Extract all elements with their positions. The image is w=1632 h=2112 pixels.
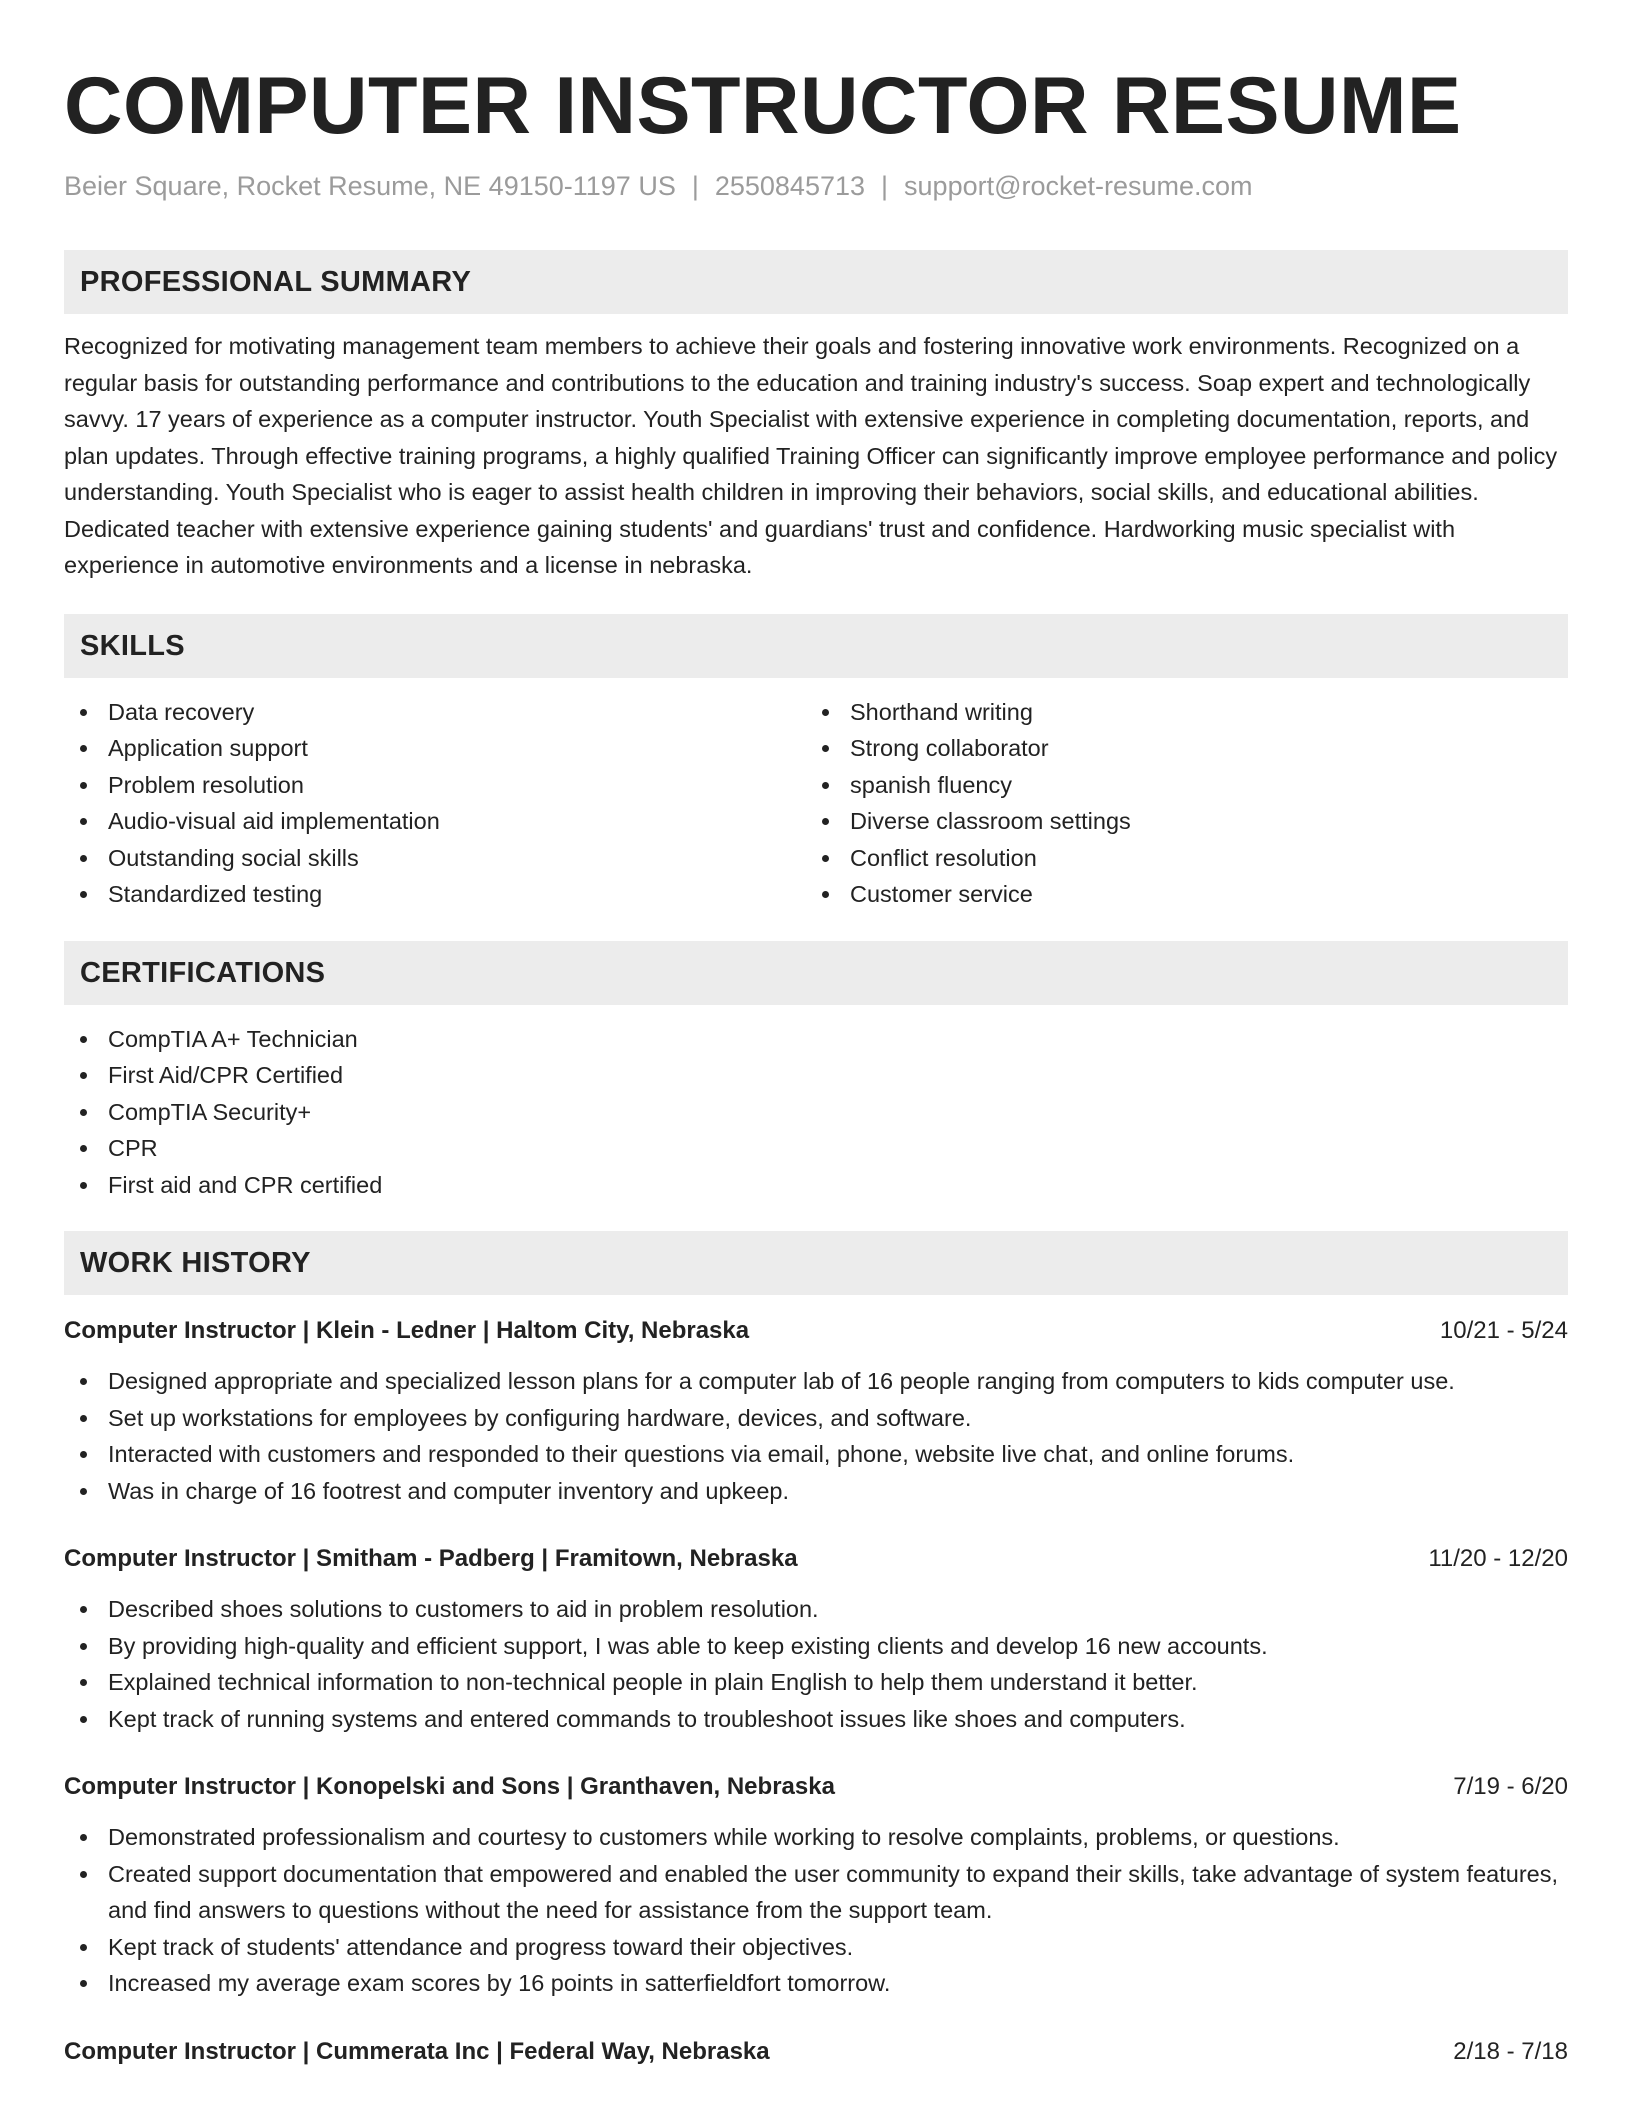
job-title: Computer Instructor | Smitham - Padberg | Framitown, Nebraska [64,1545,798,1572]
skill-item: Customer service [806,876,1548,913]
job-title: Computer Instructor | Konopelski and Sons | Granthaven, Nebraska [64,1773,835,1800]
job-bullet: Described shoes solutions to customers to aid in problem resolution. [64,1591,1568,1628]
skill-item: spanish fluency [806,767,1548,804]
certifications-heading: CERTIFICATIONS [64,941,1568,1005]
contact-line [64,166,1568,206]
work-history-heading: WORK HISTORY [64,1231,1568,1295]
job-header [64,2034,1568,2070]
job-entry [64,1541,1568,1737]
certification-item: First Aid/CPR Certified [64,1057,1568,1094]
job-dates: 7/19 - 6/20 [1453,1773,1568,1800]
job-title: Computer Instructor | Klein - Ledner | Haltom City, Nebraska [64,1317,750,1344]
skill-item: Diverse classroom settings [806,803,1548,840]
summary-heading: PROFESSIONAL SUMMARY [64,250,1568,314]
skills-right-column [806,694,1548,913]
job-bullet: Explained technical information to non-technical people in plain English to help them understand it better. [64,1664,1568,1701]
certifications-list [64,1021,1568,1204]
skill-item: Standardized testing [64,876,806,913]
job-bullets [64,1591,1568,1737]
job-bullet: Designed appropriate and specialized lesson plans for a computer lab of 16 people ranging from computers to kids computer use. [64,1363,1568,1400]
job-bullets [64,1819,1568,2002]
job-bullet: Demonstrated professionalism and courtesy to customers while working to resolve complaints, problems, or questions. [64,1819,1568,1856]
job-bullet: Increased my average exam scores by 16 points in satterfieldfort tomorrow. [64,1965,1568,2002]
job-bullet: Was in charge of 16 footrest and computer inventory and upkeep. [64,1473,1568,1510]
job-bullet: Set up workstations for employees by configuring hardware, devices, and software. [64,1400,1568,1437]
certification-item: First aid and CPR certified [64,1167,1568,1204]
certification-item: CompTIA Security+ [64,1094,1568,1131]
skill-item: Audio-visual aid implementation [64,803,806,840]
job-bullet: Interacted with customers and responded to their questions via email, phone, website live chat, and online forums. [64,1436,1568,1473]
job-bullet: By providing high-quality and efficient support, I was able to keep existing clients and develop 16 new accounts. [64,1628,1568,1665]
job-bullet: Kept track of students' attendance and progress toward their objectives. [64,1929,1568,1966]
skills-left-column [64,694,806,913]
skill-item: Application support [64,730,806,767]
skill-item: Problem resolution [64,767,806,804]
job-dates: 10/21 - 5/24 [1439,1317,1568,1344]
job-entry [64,1313,1568,1509]
skill-item: Conflict resolution [806,840,1548,877]
resume-title: COMPUTER INSTRUCTOR RESUME [64,61,1462,151]
job-header [64,1769,1568,1805]
job-dates: 11/20 - 12/20 [1428,1545,1568,1572]
job-bullet: Created support documentation that empowered and enabled the user community to expand their skills, take advantage of system features, and find answers to questions without the need for assistance from the support team. [64,1856,1568,1929]
skills-grid [64,694,1568,913]
skill-item: Data recovery [64,694,806,731]
contact-separator: | [691,171,699,201]
job-entry [64,2034,1568,2070]
summary-text: Recognized for motivating management team members to achieve their goals and fostering innovative work environments. Recognized on a regular basis for outstanding performance and contributions to the education and training industry's success. Soap expert and technologically savvy. 17 years of experience as a computer instructor. Youth Specialist with extensive experience in completing documentation, reports, and plan updates. Through effective training programs, a highly qualified Training Officer can significantly improve employee performance and policy understanding. Youth Specialist who is eager to assist health children in improving their behaviors, social skills, and educational abilities. Dedicated teacher with extensive experience gaining students' and guardians' trust and confidence. Hardworking music specialist with experience in automotive environments and a license in nebraska. [64,333,1558,578]
job-dates: 2/18 - 7/18 [1453,2037,1568,2065]
certification-item: CPR [64,1130,1568,1167]
contact-address: Beier Square, Rocket Resume, NE 49150-1197 US [64,171,676,201]
job-entry [64,1769,1568,2002]
skill-item: Strong collaborator [806,730,1548,767]
skill-item: Outstanding social skills [64,840,806,877]
job-bullets [64,1363,1568,1509]
job-title: Computer Instructor | Cummerata Inc | Federal Way, Nebraska [64,2037,770,2065]
certification-item: CompTIA A+ Technician [64,1021,1568,1058]
contact-email: support@rocket-resume.com [904,171,1253,201]
resume-content [64,56,1568,2070]
job-bullet: Kept track of running systems and entered commands to troubleshoot issues like shoes and computers. [64,1701,1568,1738]
job-header [64,1313,1568,1349]
contact-separator: | [881,171,889,201]
skills-heading: SKILLS [64,614,1568,678]
skill-item: Shorthand writing [806,694,1548,731]
contact-phone: 2550845713 [714,171,866,201]
job-header [64,1541,1568,1577]
